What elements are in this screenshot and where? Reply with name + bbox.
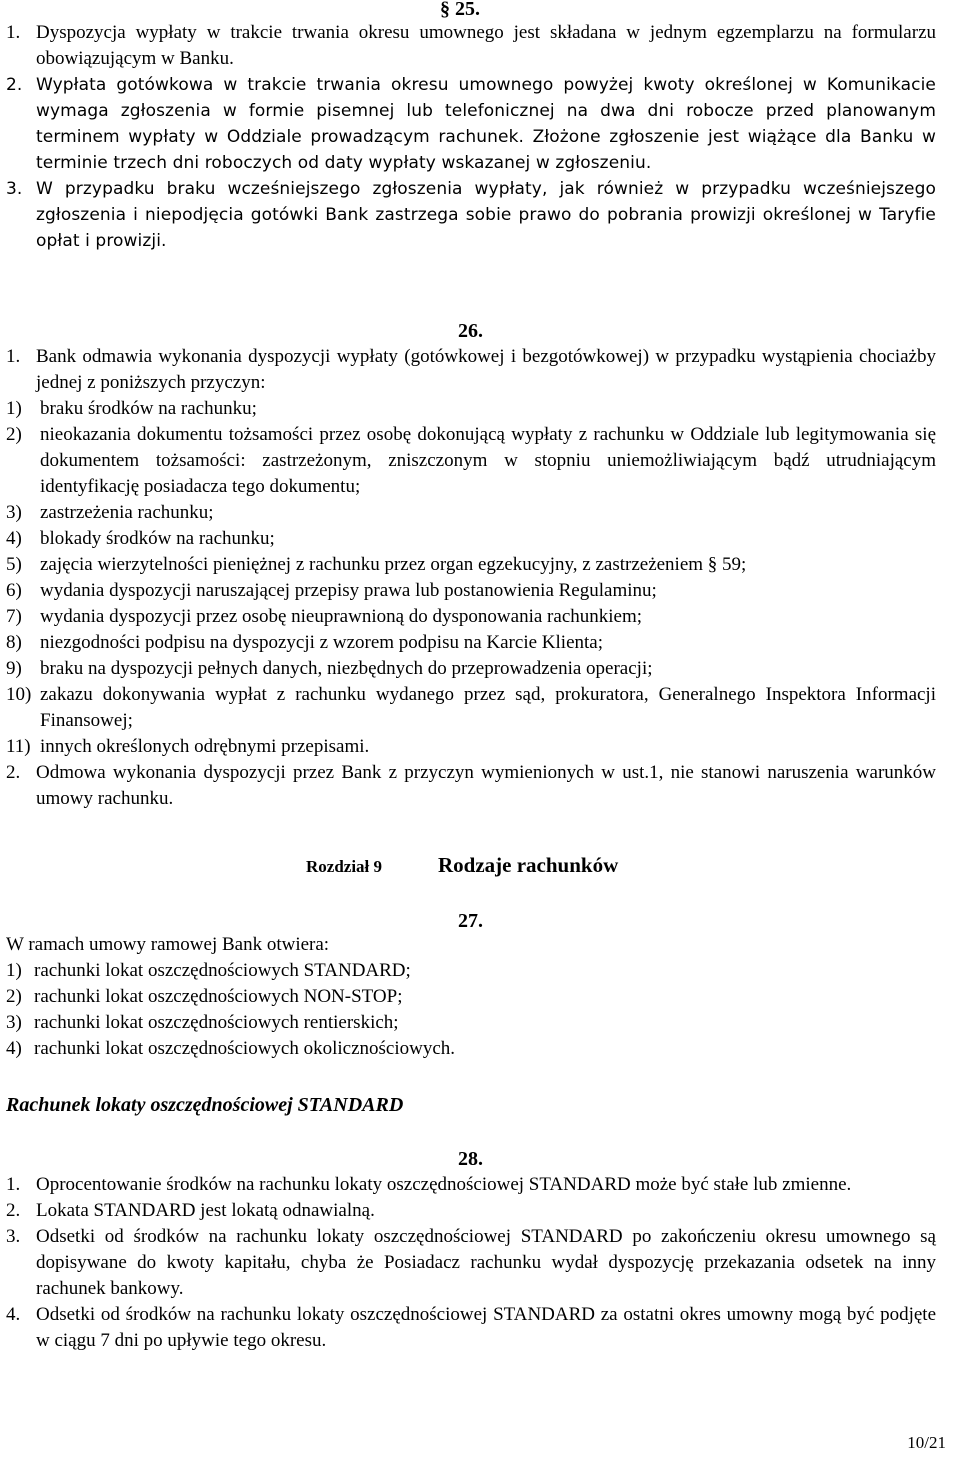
item-text: innych określonych odrębnymi przepisami.	[40, 736, 370, 757]
item-number: 3.	[6, 1226, 21, 1247]
section-27-item-1	[6, 958, 936, 984]
item-number: 9)	[6, 658, 22, 679]
item-number: 10)	[6, 684, 32, 705]
item-text: rachunki lokat oszczędnościowych NON-STOP;	[34, 986, 403, 1007]
section-27-intro: W ramach umowy ramowej Bank otwiera:	[6, 934, 330, 955]
section-26-title: 26.	[458, 320, 483, 342]
item-text: zajęcia wierzytelności pieniężnej z rachunku przez organ egzekucyjny, z zastrzeżeniem § 59;	[40, 554, 747, 575]
section-27-body	[6, 932, 936, 1062]
section-25-body	[6, 20, 936, 254]
item-number: 2.	[6, 762, 21, 783]
section-27-item-2	[6, 984, 936, 1010]
section-28-title: 28.	[458, 1148, 483, 1170]
item-number: 1.	[6, 1174, 21, 1195]
item-number: 3.	[6, 179, 23, 199]
item-text: Lokata STANDARD jest lokatą odnawialną.	[36, 1200, 375, 1221]
item-text: zastrzeżenia rachunku;	[40, 502, 214, 523]
item-number: 1)	[6, 398, 22, 419]
section-26-subitem-3	[6, 500, 936, 526]
section-26-body	[6, 344, 936, 812]
item-number: 2.	[6, 1200, 21, 1221]
chapter-title: Rodzaje rachunków	[438, 853, 619, 877]
item-text: zakazu dokonywania wypłat z rachunku wydanego przez sąd, prokuratora, Generalnego Inspektora Informacji Finansowej;	[40, 684, 936, 731]
item-text: braku na dyspozycji pełnych danych, niezbędnych do przeprowadzenia operacji;	[40, 658, 653, 679]
item-text: Odmowa wykonania dyspozycji przez Bank z przyczyn wymienionych w ust.1, nie stanowi naruszenia warunków umowy rachunku.	[36, 762, 936, 809]
item-text: Dyspozycja wypłaty w trakcie trwania okresu umownego jest składana w jednym egzemplarzu na formularzu obowiązującym w Banku.	[36, 22, 936, 69]
item-number: 3)	[6, 502, 22, 523]
section-27-item-3	[6, 1010, 936, 1036]
item-text: Odsetki od środków na rachunku lokaty oszczędnościowej STANDARD po zakończeniu okresu umownego są dopisywane do kwoty kapitału, chyba że Posiadacz rachunku wydał dyspozycję przekazania odsetek na inny rachunek bankowy.	[36, 1226, 936, 1299]
item-number: 2)	[6, 986, 22, 1007]
item-text: Bank odmawia wykonania dyspozycji wypłaty (gotówkowej i bezgotówkowej) w przypadku wystąpienia chociażby jednej z poniższych przyczyn:	[36, 346, 936, 393]
item-text: rachunki lokat oszczędnościowych okolicznościowych.	[34, 1038, 456, 1059]
item-text: Odsetki od środków na rachunku lokaty oszczędnościowej STANDARD za ostatni okres umowny mogą być podjęte w ciągu 7 dni po upływie tego okresu.	[36, 1304, 936, 1351]
item-text: braku środków na rachunku;	[40, 398, 257, 419]
page-number: 10/21	[907, 1433, 946, 1452]
item-text: Wypłata gotówkowa w trakcie trwania okresu umownego powyżej kwoty określonej w Komunikacie wymaga zgłoszenia w formie pisemnej lub telefonicznej na dwa dni robocze przed planowanym terminem wypłaty w Oddziale prowadzącym rachunek. Złożone zgłoszenie jest wiążące dla Banku w terminie trzech dni roboczych od daty wypłaty wskazanej w zgłoszeniu.	[36, 75, 936, 173]
section-27-title: 27.	[458, 910, 483, 932]
item-number: 7)	[6, 606, 22, 627]
section-28-item-2	[6, 1198, 936, 1224]
section-26-subitem-10	[6, 682, 936, 734]
section-26-subitem-8	[6, 630, 936, 656]
section-28-item-4	[6, 1302, 936, 1354]
section-28-list	[6, 1172, 936, 1354]
item-number: 8)	[6, 632, 22, 653]
section-25-item-2	[6, 72, 936, 176]
section-26-subitem-11	[6, 734, 936, 760]
chapter-label: Rozdział 9	[306, 857, 383, 876]
section-25-title: § 25.	[440, 0, 480, 20]
item-text: niezgodności podpisu na dyspozycji z wzorem podpisu na Karcie Klienta;	[40, 632, 603, 653]
subheading: Rachunek lokaty oszczędnościowej STANDARD	[6, 1094, 404, 1116]
item-text: W przypadku braku wcześniejszego zgłoszenia wypłaty, jak również w przypadku wcześniejszego zgłoszenia i niepodjęcia gotówki Bank zastrzega sobie prawo do pobrania prowizji określonej w Taryfie opłat i prowizji.	[36, 179, 936, 251]
section-26-subitem-6	[6, 578, 936, 604]
section-25-item-1	[6, 20, 936, 72]
section-26-item-1	[6, 344, 936, 396]
section-26-subitem-7	[6, 604, 936, 630]
item-number: 2.	[6, 75, 23, 95]
section-25-item-3	[6, 176, 936, 254]
item-number: 5)	[6, 554, 22, 575]
item-number: 2)	[6, 424, 22, 445]
item-number: 11)	[6, 736, 31, 757]
section-26-item-2	[6, 760, 936, 812]
item-text: nieokazania dokumentu tożsamości przez osobę dokonującą wypłaty z rachunku w Oddziale lub legitymowania się dokumentem tożsamości: zastrzeżonym, zniszczonym w stopniu uniemożliwiającym bądź utrudniającym identyfikację posiadacza tego dokumentu;	[40, 424, 936, 497]
section-28-item-1	[6, 1172, 936, 1198]
item-number: 1)	[6, 960, 22, 981]
item-number: 1.	[6, 346, 21, 367]
item-text: rachunki lokat oszczędnościowych STANDARD;	[34, 960, 411, 981]
section-26-subitem-5	[6, 552, 936, 578]
section-26-subitem-4	[6, 526, 936, 552]
section-26-subitem-9	[6, 656, 936, 682]
section-28-item-3	[6, 1224, 936, 1302]
item-text: wydania dyspozycji przez osobę nieuprawnioną do dysponowania rachunkiem;	[40, 606, 643, 627]
section-26-subitem-2	[6, 422, 936, 500]
section-27-item-4	[6, 1036, 936, 1062]
item-number: 4)	[6, 528, 22, 549]
item-number: 4)	[6, 1038, 22, 1059]
item-text: wydania dyspozycji naruszającej przepisy prawa lub postanowienia Regulaminu;	[40, 580, 657, 601]
section-26-subitem-1	[6, 396, 936, 422]
item-number: 6)	[6, 580, 22, 601]
item-text: blokady środków na rachunku;	[40, 528, 275, 549]
item-number: 1.	[6, 22, 21, 43]
section-28-body	[6, 1172, 936, 1354]
section-26-sublist	[6, 396, 936, 760]
item-text: Oprocentowanie środków na rachunku lokaty oszczędnościowej STANDARD może być stałe lub zmienne.	[36, 1174, 852, 1195]
section-27-list	[6, 958, 936, 1062]
item-number: 4.	[6, 1304, 21, 1325]
item-number: 3)	[6, 1012, 22, 1033]
item-text: rachunki lokat oszczędnościowych rentierskich;	[34, 1012, 399, 1033]
